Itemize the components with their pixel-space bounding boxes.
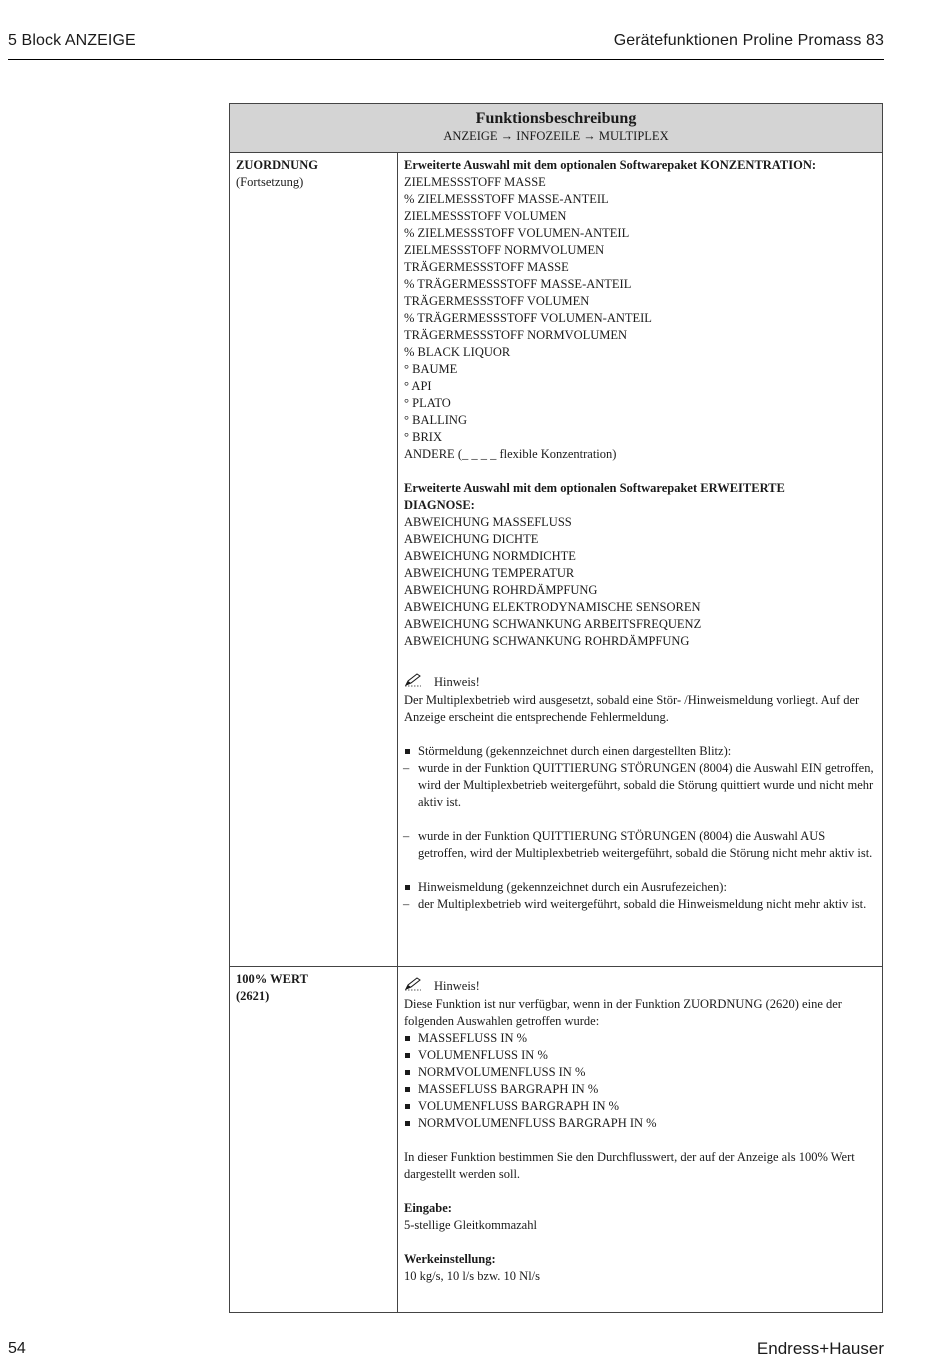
diagnose-heading: Erweiterte Auswahl mit dem optionalen Softwarepaket ERWEITERTE <box>404 481 785 495</box>
list-item: % ZIELMESSSTOFF VOLUMEN-ANTEIL <box>404 226 630 240</box>
note-label: Hinweis! <box>434 675 480 689</box>
table-row-100-wert <box>230 967 882 1312</box>
list-item: ° API <box>404 379 432 393</box>
list-item: ABWEICHUNG DICHTE <box>404 532 539 546</box>
list-item <box>404 879 876 896</box>
list-item: VOLUMENFLUSS BARGRAPH IN % <box>404 1098 876 1115</box>
dash-item: – wurde in der Funktion QUITTIERUNG STÖRUNGEN (8004) die Auswahl EIN getroffen, wird der Multiplexbetrieb weitergeführt, sobald die Störung quittiert wurde und nicht mehr aktiv ist. <box>389 760 876 811</box>
list-item: NORMVOLUMENFLUSS IN % <box>404 1064 876 1081</box>
list-item: NORMVOLUMENFLUSS BARGRAPH IN % <box>404 1115 876 1132</box>
list-item: ANDERE (_ _ _ _ flexible Konzentration) <box>404 447 617 461</box>
list-item: TRÄGERMESSSTOFF VOLUMEN <box>404 294 590 308</box>
pencil-icon <box>404 977 434 996</box>
list-item: ZIELMESSSTOFF VOLUMEN <box>404 209 567 223</box>
list-item: % TRÄGERMESSSTOFF MASSE-ANTEIL <box>404 277 632 291</box>
table-row-zuordnung <box>230 153 882 967</box>
list-item: ° BRIX <box>404 430 442 444</box>
note-block <box>404 673 876 692</box>
dash-item: – wurde in der Funktion QUITTIERUNG STÖRUNGEN (8004) die Auswahl AUS getroffen, wird der Multiplexbetrieb weitergeführt, sobald die Störung nicht mehr aktiv ist. <box>389 828 876 862</box>
list-item: ° BALLING <box>404 413 467 427</box>
bullet-text: Störmeldung (gekennzeichnet durch einen dargestellten Blitz): <box>418 744 732 758</box>
note-label: Hinweis! <box>434 979 480 993</box>
list-item: TRÄGERMESSSTOFF NORMVOLUMEN <box>404 328 628 342</box>
table-breadcrumb: ANZEIGE → INFOZEILE → MULTIPLEX <box>443 129 669 143</box>
diagnose-list <box>404 514 876 650</box>
list-item: ABWEICHUNG SCHWANKUNG ROHRDÄMPFUNG <box>404 634 690 648</box>
function-name-cell <box>230 153 398 966</box>
list-item: % BLACK LIQUOR <box>404 345 511 359</box>
function-description-cell <box>398 153 882 966</box>
function-code: (2621) <box>236 989 270 1003</box>
function-name: 100% WERT <box>236 972 308 986</box>
function-description-cell <box>398 967 882 1312</box>
input-value: 5-stellige Gleitkommazahl <box>404 1218 537 1232</box>
list-item: % ZIELMESSSTOFF MASSE-ANTEIL <box>404 192 609 206</box>
selection-list <box>404 1030 876 1132</box>
list-item: ABWEICHUNG TEMPERATUR <box>404 566 575 580</box>
page-number: 54 <box>8 1340 26 1357</box>
list-item: ZIELMESSSTOFF MASSE <box>404 175 546 189</box>
function-table <box>229 103 883 1313</box>
note-text: Diese Funktion ist nur verfügbar, wenn in der Funktion ZUORDNUNG (2620) eine der folgenden Auswahlen getroffen wurde: <box>404 997 842 1028</box>
brand-logo: Endress+Hauser <box>756 1339 884 1358</box>
function-name: ZUORDNUNG <box>236 158 318 172</box>
list-item: MASSEFLUSS BARGRAPH IN % <box>404 1081 876 1098</box>
list-item: VOLUMENFLUSS IN % <box>404 1047 876 1064</box>
pencil-icon <box>404 673 434 692</box>
list-item <box>404 743 876 760</box>
list-item: ABWEICHUNG ROHRDÄMPFUNG <box>404 583 598 597</box>
diagnose-heading-cont: DIAGNOSE: <box>404 498 475 512</box>
message-list <box>404 743 876 760</box>
bullet-text: Hinweismeldung (gekennzeichnet durch ein Ausrufezeichen): <box>418 880 727 894</box>
input-label: Eingabe: <box>404 1201 452 1215</box>
list-item: TRÄGERMESSSTOFF MASSE <box>404 260 569 274</box>
list-item: ° PLATO <box>404 396 451 410</box>
header-title: Gerätefunktionen Proline Promass 83 <box>613 32 884 49</box>
list-item: MASSEFLUSS IN % <box>404 1030 876 1047</box>
message-list <box>404 879 876 896</box>
list-item: ABWEICHUNG SCHWANKUNG ARBEITSFREQUENZ <box>404 617 702 631</box>
table-header <box>230 104 882 153</box>
list-item: ABWEICHUNG MASSEFLUSS <box>404 515 572 529</box>
default-value: 10 kg/s, 10 l/s bzw. 10 Nl/s <box>404 1269 540 1283</box>
list-item: % TRÄGERMESSSTOFF VOLUMEN-ANTEIL <box>404 311 652 325</box>
function-name-cell <box>230 967 398 1312</box>
default-label: Werkeinstellung: <box>404 1252 496 1266</box>
konzentration-list <box>404 174 876 463</box>
list-item: ZIELMESSSTOFF NORMVOLUMEN <box>404 243 605 257</box>
continuation-label: (Fortsetzung) <box>236 175 304 189</box>
note-text: Der Multiplexbetrieb wird ausgesetzt, sobald eine Stör- /Hinweismeldung vorliegt. Auf der Anzeige erscheint die entsprechende Fehlermeldung. <box>404 693 860 724</box>
list-item: ° BAUME <box>404 362 458 376</box>
description-text: In dieser Funktion bestimmen Sie den Durchflusswert, der auf der Anzeige als 100% Wert dargestellt werden soll. <box>404 1150 855 1181</box>
header-section: 5 Block ANZEIGE <box>8 32 136 49</box>
list-item: ABWEICHUNG NORMDICHTE <box>404 549 576 563</box>
dash-item: – der Multiplexbetrieb wird weitergeführt, sobald die Hinweismeldung nicht mehr aktiv ist. <box>389 896 876 913</box>
list-item: ABWEICHUNG ELEKTRODYNAMISCHE SENSOREN <box>404 600 701 614</box>
table-title: Funktionsbeschreibung <box>475 110 637 127</box>
konzentration-heading: Erweiterte Auswahl mit dem optionalen Softwarepaket KONZENTRATION: <box>404 158 817 172</box>
header-rule <box>8 59 884 60</box>
note-block <box>404 977 876 996</box>
